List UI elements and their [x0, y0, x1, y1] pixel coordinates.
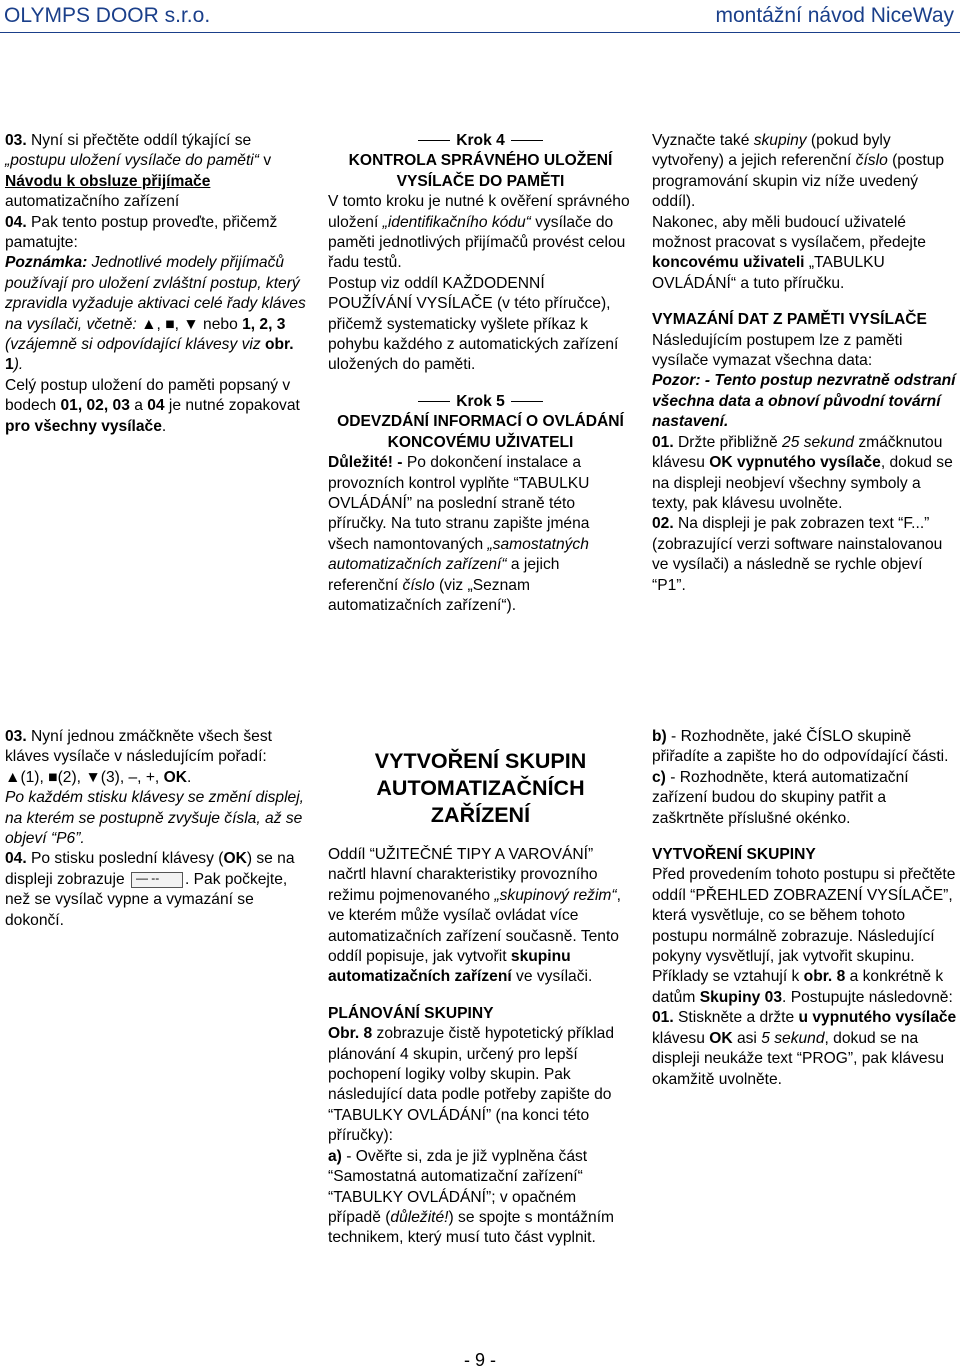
- krok-5-heading: [328, 392, 633, 412]
- krok-4-text-2: Postup viz oddíl KAŽDODENNÍ POUŽÍVÁNÍ VYSÍLAČE (v této příručce), přičemž systematicky vyšlete příkaz k pohybu každého z automatických zařízení uložených do paměti.: [328, 274, 619, 374]
- emphasis: Skupiny 03: [699, 988, 783, 1006]
- step-number: 01.: [652, 1009, 674, 1027]
- planning-step-b: [652, 727, 957, 768]
- text: (viz „Seznam automatizačních zařízení“).: [328, 576, 530, 614]
- step-letter: a): [328, 1147, 342, 1165]
- planning-heading: PLÁNOVÁNÍ SKUPINY: [328, 1004, 494, 1022]
- text: ve vysílači.: [511, 968, 593, 986]
- column-4: [5, 727, 305, 931]
- step-number: 02.: [652, 515, 674, 533]
- krok-4-heading: [328, 131, 633, 151]
- text: Nyní si přečtěte oddíl týkající se: [26, 132, 252, 149]
- krok-4-text: [328, 192, 633, 274]
- note-text: Jednotlivé modely přijímačů používají pro uložení zvláštní postup, který zpravidla vyžaduje aktivaci celé řady kláves na vysílači, včetně:: [5, 254, 306, 333]
- krok-5-text: [328, 453, 633, 616]
- column-5: [328, 748, 633, 1249]
- text-italic: důležité!: [390, 1208, 449, 1226]
- erase-intro: Následujícím postupem lze z paměti vysílače vymazat všechna data:: [652, 331, 903, 370]
- ok-key: OK: [709, 1029, 733, 1047]
- text: ,: [156, 315, 166, 333]
- step-number: 03.: [5, 728, 27, 745]
- text: a: [129, 397, 148, 415]
- erase-heading: VYMAZÁNÍ DAT Z PAMĚTI VYSÍLAČE: [652, 311, 927, 329]
- text: ) se na displeji zobrazuje: [5, 850, 295, 888]
- ok-key: OK: [223, 850, 247, 868]
- text: ,: [174, 315, 184, 333]
- groups-intro: [328, 845, 633, 988]
- step-number: 04.: [5, 850, 27, 868]
- emphasis: skupinu automatizačních zařízení: [328, 948, 571, 986]
- erase-step-02: [652, 514, 957, 596]
- create-group-text: [652, 865, 957, 1008]
- text: asi: [732, 1029, 762, 1047]
- text: Pak tento postup proveďte, přičemž pamatujte:: [5, 213, 278, 252]
- text: „TABULKU OVLÁDÁNÍ“ a tuto příručku.: [652, 254, 885, 292]
- text: .: [161, 417, 167, 435]
- text-italic: číslo: [402, 576, 435, 594]
- text-italic: číslo: [855, 152, 888, 170]
- text: Po dokončení instalace a provozních kontrol vyplňte “TABULKU OVLÁDÁNÍ” na poslední straně této příručky. Na tuto stranu zapište jména všech namontovaných: [328, 454, 590, 553]
- erase-warning: Pozor: - Tento postup nezvratně odstraní všechna data a obnoví původní tovární nastavení.: [652, 372, 956, 431]
- emphasis: pro všechny vysílače: [5, 417, 162, 435]
- text: automatizačního zařízení: [5, 193, 180, 211]
- stop-square-icon: ■: [165, 315, 175, 333]
- planning-step-a: [328, 1147, 633, 1249]
- step-number: 03.: [5, 132, 27, 149]
- step-letter: c): [652, 768, 666, 786]
- text: - Rozhodněte, která automatizační zařízení budou do skupiny patřit a zaškrtněte příslušné okénko.: [652, 768, 909, 827]
- arrow-down-icon: ▼: [183, 315, 199, 333]
- column-3: [652, 131, 957, 596]
- text: , dokud se na displeji neobjeví všechny symboly a texty, pak klávesu uvolněte.: [652, 454, 953, 512]
- text-italic: „identifikačního kódu“: [382, 213, 531, 231]
- text-italic: skupiny: [753, 132, 807, 149]
- text: Nyní jednou zmáčkněte všech šest kláves vysílače v následujícím pořadí:: [5, 728, 272, 766]
- ok-key: OK: [163, 768, 187, 786]
- planning-text: [328, 1024, 633, 1146]
- text: (1),: [20, 768, 49, 786]
- erase-step-03: [5, 727, 305, 788]
- text: Celý postup uložení do paměti popsaný v bodech: [5, 376, 291, 415]
- create-group-heading: VYTVOŘENÍ SKUPINY: [652, 846, 816, 864]
- erase-step-04: [5, 849, 305, 931]
- step-04-paragraph: [5, 213, 310, 376]
- text-italic: „samostatných automatizačních zařízení“: [328, 535, 589, 574]
- text: klávesu: [652, 1029, 710, 1047]
- create-group-step-01: [652, 1008, 957, 1090]
- step-label: Krok 5: [456, 392, 505, 410]
- text: zobrazuje čistě hypotetický příklad plánování 4 skupin, určený pro lepší pochopení logiky volby skupin. Pak následující data podle potřeby zapište do “TABULKY OVLÁDÁNÍ” (na konci této příručky):: [328, 1025, 615, 1145]
- text-italic: 5 sekund: [761, 1029, 825, 1047]
- emphasis: u vypnutého vysílače: [798, 1009, 957, 1027]
- text: ) se spojte s montážním technikem, který musí tuto část vyplnit.: [328, 1208, 615, 1247]
- column-1: [5, 131, 310, 437]
- text: Držte přibližně: [673, 433, 783, 451]
- document-title: montážní návod NiceWay: [715, 4, 954, 27]
- arrow-up-icon: ▲: [141, 315, 157, 333]
- figure-reference: obr. 1: [5, 336, 294, 374]
- figure-reference: Obr. 8: [328, 1025, 373, 1043]
- text: V tomto kroku je nutné k ověření správného uložení: [328, 193, 630, 231]
- erase-step-03-note: Po každém stisku klávesy se změní displej, na kterém se postupně zvyšuje čísla, až se objeví “P6”.: [5, 789, 304, 848]
- text: Vyznačte také: [652, 132, 754, 149]
- text: nebo: [198, 315, 243, 333]
- arrow-up-icon: ▲: [5, 768, 21, 786]
- groups-note: [652, 131, 957, 213]
- page-number: - 9 -: [463, 1350, 496, 1370]
- section-title: VYTVOŘENÍ SKUPIN AUTOMATIZAČNÍCH ZAŘÍZENÍ: [374, 749, 587, 827]
- emphasis: koncovému uživateli: [652, 254, 805, 272]
- step-number: 04.: [5, 213, 27, 231]
- manual-reference: Návodu k obsluze přijímače: [5, 172, 211, 190]
- step-letter: b): [652, 728, 667, 745]
- step-number: 04: [147, 397, 165, 415]
- text-italic: 25 sekund: [782, 433, 854, 451]
- step-number: 01.: [652, 433, 674, 451]
- text: . Postupujte následovně:: [782, 988, 953, 1006]
- planning-step-c: [652, 768, 957, 829]
- text: Oddíl “UŽITEČNÉ TIPY A VAROVÁNÍ” načrtl hlavní charakteristiky provozního režimu pojmenovaného: [328, 846, 598, 904]
- text: - Ověřte si, zda je již vyplněna část “Samostatná automatizační zařízení“ “TABULKY OVLÁDÁNÍ”; v opačném případě (: [328, 1147, 588, 1226]
- page-header: [0, 0, 960, 40]
- text: Nakonec, aby měli budoucí uživatelé možnost pracovat s vysílačem, předejte: [652, 213, 926, 252]
- text: Po stisku poslední klávesy (: [26, 850, 224, 868]
- text: Stiskněte a držte: [673, 1009, 799, 1027]
- note-label: Poznámka:: [5, 254, 88, 272]
- text: (pokud byly vytvořeny) a jejich referenční: [652, 132, 891, 170]
- column-2: [328, 131, 633, 616]
- text: .: [187, 768, 192, 786]
- stop-square-icon: ■: [48, 768, 58, 786]
- text-italic: „skupinový režim“: [494, 886, 617, 904]
- text: v: [258, 152, 272, 170]
- erase-step-01: [652, 433, 957, 515]
- display-dash-icon: [131, 872, 183, 888]
- text: , dokud se na displeji neukáže text “PROG”, pak klávesu okamžitě uvolněte.: [652, 1029, 945, 1088]
- text: a jejich referenční: [328, 556, 560, 594]
- step-label: Krok 4: [456, 132, 505, 149]
- text: , ve kterém může vysílač ovládat více automatizačních zařízení současně. Tento oddíl popisuje, jak vytvořit: [328, 886, 621, 966]
- key-numbers: 1, 2, 3: [242, 315, 286, 333]
- text: a konkrétně k datům: [652, 968, 944, 1006]
- arrow-down-icon: ▼: [85, 768, 101, 786]
- repeat-paragraph: [5, 376, 310, 437]
- text: vysílače do paměti jednotlivých přijímačů provést celou řadu testů.: [328, 213, 626, 272]
- column-6: [652, 727, 957, 1090]
- note-text: (vzájemně si odpovídající klávesy viz: [5, 336, 265, 354]
- emphasis: OK vypnutého vysílače: [709, 454, 881, 472]
- text: Před provedením tohoto postupu si přečtěte oddíl “PŘEHLED ZOBRAZENÍ VYSÍLAČE”, která vysvětluje, co se během tohoto postupu normálně zobrazuje. Následující pokyny vysvětlují, jak vytvořit skupinu. Příklady se vztahují k: [652, 866, 956, 986]
- text: (2),: [57, 768, 86, 786]
- handover-note: [652, 213, 957, 295]
- step-03-paragraph: [5, 131, 310, 213]
- text: Na displeji je pak zobrazen text “F...” (zobrazující verzi software nainstalovanou ve vysílači) a následně se rychle objeví “P1”.: [652, 515, 943, 594]
- text: (3), –, +,: [100, 768, 164, 786]
- text: . Pak počkejte, než se vysílač vypne a vymazání se dokončí.: [5, 870, 288, 929]
- krok-4-title: KONTROLA SPRÁVNÉHO ULOŽENÍ VYSÍLAČE DO PAMĚTI: [348, 152, 613, 190]
- figure-reference: obr. 8: [803, 968, 846, 986]
- krok-5-title: ODEVZDÁNÍ INFORMACÍ O OVLÁDÁNÍ KONCOVÉMU UŽIVATELI: [337, 413, 624, 451]
- text-italic: „postupu uložení vysílače do paměti“: [5, 152, 259, 170]
- important-label: Důležité! -: [328, 454, 403, 472]
- text: ).: [13, 356, 24, 374]
- text: zmáčknutou klávesu: [652, 433, 943, 472]
- company-name: OLYMPS DOOR s.r.o.: [4, 4, 211, 27]
- text: (postup programování skupin viz níže uvedený oddíl).: [652, 152, 945, 211]
- header-rule: [0, 32, 960, 33]
- step-numbers: 01, 02, 03: [60, 397, 130, 415]
- text: - Rozhodněte, jaké ČÍSLO skupině přiřadíte a zapište ho do odpovídající části.: [652, 728, 949, 766]
- text: je nutné zopakovat: [164, 397, 300, 415]
